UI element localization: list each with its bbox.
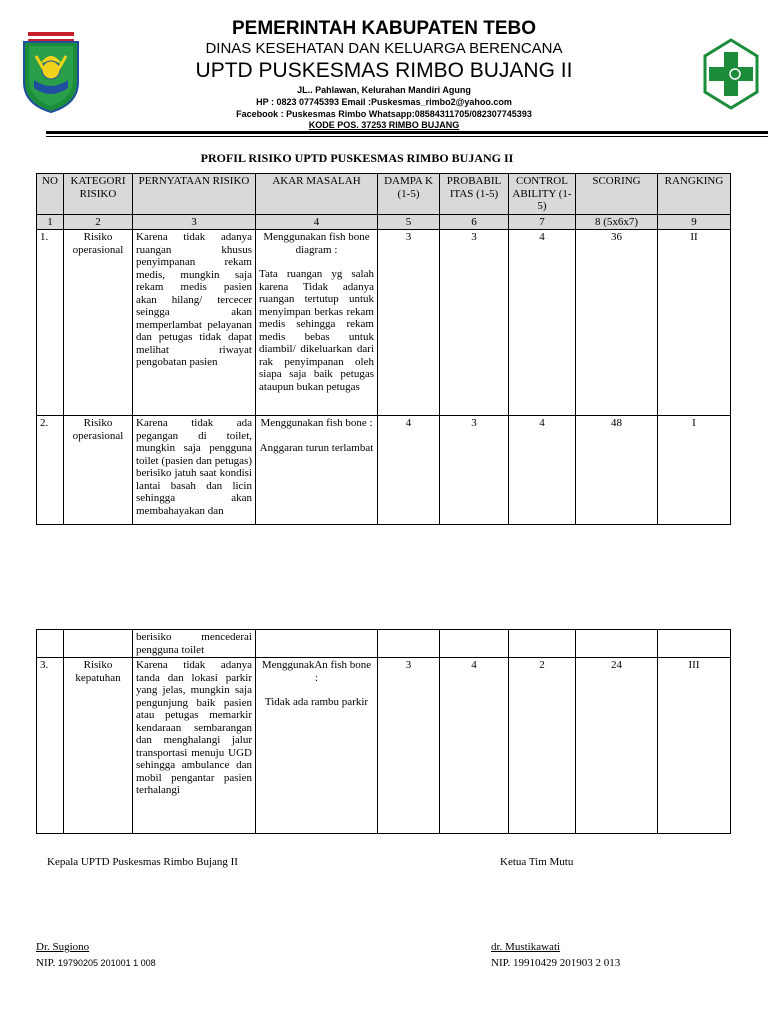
row-control: 4	[509, 416, 576, 525]
row-kategori: Risiko operasional	[64, 230, 133, 416]
row-control: 2	[509, 658, 576, 834]
risk-table	[36, 173, 731, 525]
puskesmas-logo-icon	[703, 38, 759, 110]
left-signature-role: Kepala UPTD Puskesmas Rimbo Bujang II	[47, 856, 238, 868]
col-probabilitas: PROBABIL ITAS (1-5)	[440, 174, 509, 215]
col-number: 7	[509, 214, 576, 230]
row-probabilitas: 3	[440, 230, 509, 416]
row-no: 3.	[37, 658, 64, 834]
col-number: 2	[64, 214, 133, 230]
col-dampak: DAMPA K (1-5)	[378, 174, 440, 215]
row-kategori: Risiko kepatuhan	[64, 658, 133, 834]
row-pernyataan: Karena tidak adanya tanda dan lokasi parkir yang jelas, mungkin saja pengunjung baik pasien atau petugas memarkir kendaraan sembarangan dan menghalangi jalur transportasi menuju UGD sehingga ambulance dan mobil pengantar pasien terhalangi	[133, 658, 256, 834]
page-title: PROFIL RISIKO UPTD PUSKESMAS RIMBO BUJANG II	[200, 151, 514, 165]
col-pernyataan: PERNYATAAN RISIKO	[133, 174, 256, 215]
row-pernyataan-continued: berisiko mencederai pengguna toilet	[133, 630, 256, 658]
row-dampak: 3	[378, 658, 440, 834]
col-number: 3	[133, 214, 256, 230]
row-rangking: II	[658, 230, 731, 416]
row-scoring: 24	[576, 658, 658, 834]
risk-table-continued	[36, 629, 731, 834]
address-line: JL.. Pahlawan, Kelurahan Mandiri Agung	[297, 85, 471, 95]
col-akar: AKAR MASALAH	[256, 174, 378, 215]
table-row	[37, 230, 731, 416]
row-akar-masalah: Menggunakan fish bone diagram : Tata ruangan yg salah karena Tidak adanya ruangan tertutup untuk menyimpan berkas rekam medis sehingga rekam medis bebas untuk diambil/ dikeluarkan dari rak penyimpanan oleh siapa saja baik petugas ataupun bukan petugas	[256, 230, 378, 416]
letterhead	[0, 0, 768, 140]
col-number: 5	[378, 214, 440, 230]
row-akar-masalah: Menggunakan fish bone : Anggaran turun terlambat	[256, 416, 378, 525]
row-akar-masalah: MenggunakAn fish bone : Tidak ada rambu parkir	[256, 658, 378, 834]
contact-line: HP : 0823 07745393 Email :Puskesmas_rimbo2@yahoo.com	[256, 97, 512, 107]
row-pernyataan: Karena tidak adanya ruangan khusus penyimpanan rekam medis, mungkin saja rekam medis pasien akan hilang/ tercecer seingga akan memperlambat pelayanan dan petugas tidak dapat melihat riwayat pengobatan pasien	[133, 230, 256, 416]
letterhead-rule	[46, 131, 768, 134]
right-signature-role: Ketua Tim Mutu	[500, 856, 574, 868]
col-no: NO	[37, 174, 64, 215]
postcode-line: KODE POS. 37253 RIMBO BUJANG	[308, 120, 460, 130]
row-probabilitas: 3	[440, 416, 509, 525]
right-signatory-name: dr. Mustikawati	[491, 941, 561, 953]
letterhead-rule-thin	[46, 136, 768, 137]
row-no: 1.	[37, 230, 64, 416]
table-row-continuation	[37, 630, 731, 658]
column-number-row	[37, 214, 731, 230]
col-number: 1	[37, 214, 64, 230]
social-line: Facebook : Puskesmas Rimbo Whatsapp:08584311705/082307745393	[236, 109, 532, 119]
right-signatory-nip: NIP. 19910429 201903 2 013	[491, 957, 621, 969]
col-rangking: RANGKING	[658, 174, 731, 215]
table-row	[37, 416, 731, 525]
department-title: DINAS KESEHATAN DAN KELUARGA BERENCANA	[205, 40, 563, 57]
row-dampak: 4	[378, 416, 440, 525]
row-rangking: I	[658, 416, 731, 525]
gov-title: PEMERINTAH KABUPATEN TEBO	[232, 18, 536, 39]
col-number: 4	[256, 214, 378, 230]
col-control: CONTROL ABILITY (1-5)	[509, 174, 576, 215]
row-probabilitas: 4	[440, 658, 509, 834]
row-rangking: III	[658, 658, 731, 834]
row-scoring: 36	[576, 230, 658, 416]
row-dampak: 3	[378, 230, 440, 416]
col-number: 8 (5x6x7)	[576, 214, 658, 230]
institution-title: UPTD PUSKESMAS RIMBO BUJANG II	[195, 59, 573, 82]
col-number: 6	[440, 214, 509, 230]
left-signatory-name: Dr. Sugiono	[36, 941, 90, 953]
left-signatory-nip: NIP. 19790205 201001 1 008	[36, 957, 156, 969]
table-header-row	[37, 174, 731, 215]
row-kategori: Risiko operasional	[64, 416, 133, 525]
row-scoring: 48	[576, 416, 658, 525]
row-pernyataan: Karena tidak ada pegangan di toilet, mungkin saja pengguna toilet (pasien dan petugas) berisiko jatuh saat kondisi lantai basah dan licin sehingga akan membahayakan dan	[133, 416, 256, 525]
row-control: 4	[509, 230, 576, 416]
table-row	[37, 658, 731, 834]
col-scoring: SCORING	[576, 174, 658, 215]
col-kategori: KATEGORI RISIKO	[64, 174, 133, 215]
row-no: 2.	[37, 416, 64, 525]
col-number: 9	[658, 214, 731, 230]
